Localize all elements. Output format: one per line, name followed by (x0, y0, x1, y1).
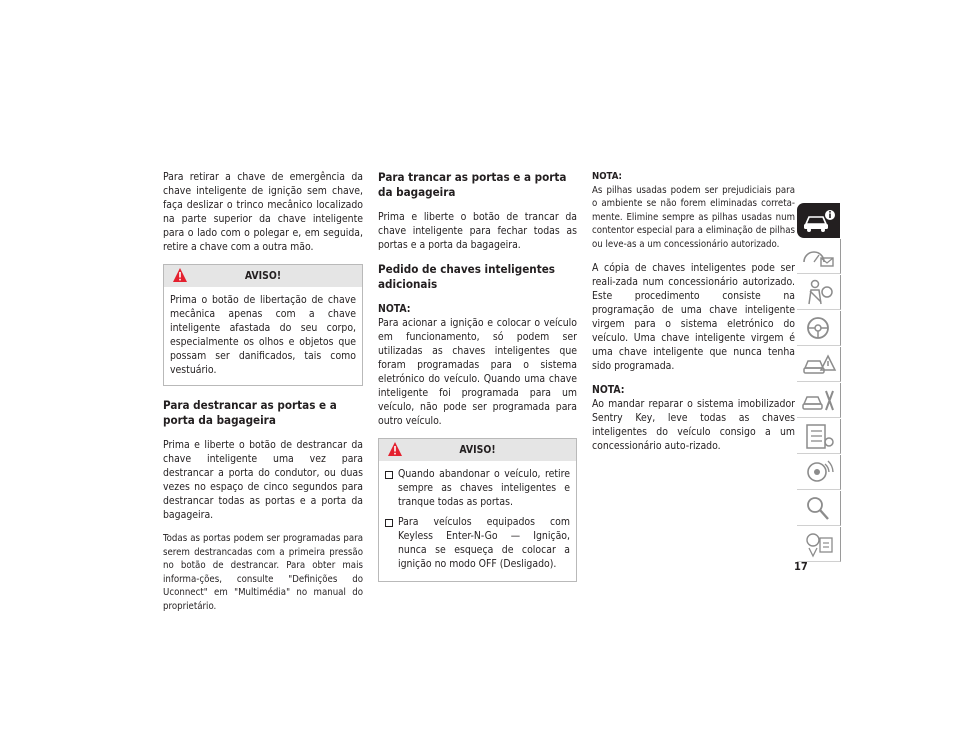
tab-emergency[interactable] (797, 347, 841, 382)
battery-note (592, 170, 795, 251)
note-text: Ao mandar reparar o sistema imobilizador Sentry Key, leve todas as chaves inteligentes do veículo consigo a um concessionário auto-rizado. (592, 398, 795, 452)
tab-safety[interactable] (797, 275, 841, 310)
tab-dashboard[interactable] (797, 239, 841, 274)
warning-header (379, 439, 576, 461)
square-bullet-icon (385, 519, 393, 527)
ignition-note (378, 302, 577, 428)
unlock-paragraph: Prima e liberte o botão de destrancar da chave inteligente uma vez para destrancar a porta do condutor, ou duas vezes no espaço de cinco segundos para destrancar todas as portas e a porta da bagageira. (163, 439, 363, 521)
multimedia-icon (801, 458, 837, 486)
tab-multimedia[interactable] (797, 455, 841, 490)
right-column (592, 170, 795, 463)
emergency-key-paragraph: Para retirar a chave de emergência da chave inteligente de ignição sem chave, faça deslizar o trinco mecânico localizado na parte superior da chave inteligente para o lado com o polegar e, em seguida, retire a chave com a outra mão. (163, 171, 363, 253)
lock-paragraph: Prima e liberte o botão de trancar da chave inteligente para fechar todas as portas e a porta da bagageira. (378, 211, 577, 251)
note-text: Para acionar a ignição e colocar o veículo em funcionamento, só podem ser utilizadas as chaves inteligentes que foram programadas para o sistema eletrónico do veículo. Quando uma chave inteligente foi programada para um veículo, não pode ser programada para outro veículo. (378, 317, 577, 427)
page-number: 17 (794, 560, 808, 573)
note-label: NOTA: (592, 384, 625, 396)
warning-text: Prima o botão de libertação de chave mecânica apenas com a chave inteligente afastada do seu corpo, especialmente os olhos e objetos que possam ser danificados, tais como vestuário. (170, 294, 356, 376)
steering-wheel-icon (801, 314, 837, 342)
warning-triangle-icon (172, 267, 188, 283)
warning-title: AVISO! (459, 444, 496, 456)
tab-servicing[interactable] (797, 383, 841, 418)
warning-title: AVISO! (244, 270, 282, 282)
chapter-tab-nav (797, 203, 842, 563)
warning-header (164, 265, 362, 287)
warning-list (385, 467, 570, 571)
car-warning-icon (801, 350, 837, 378)
note-text: As pilhas usadas podem ser prejudiciais para o ambiente se não forem eliminadas correta-mente. Elimine sempre as pilhas usadas num contentor especial para a eliminação de pilhas ou leve-as a um concessionário autorizado. (592, 184, 795, 250)
tab-getting-to-know-vehicle[interactable] (797, 203, 840, 238)
lock-heading: Para trancar as portas e a porta da bagageira (378, 170, 567, 199)
car-info-icon (801, 206, 837, 234)
dashboard-messages-icon (801, 242, 837, 270)
maintenance-checklist-icon (801, 422, 837, 450)
tab-technical-specifications[interactable] (797, 419, 841, 454)
unlock-note-paragraph: Todas as portas podem ser programadas para serem destrancadas com a primeira pressão no botão de destrancar. Para obter mais informa-ções, consulte "Definições do Uconnect" em "Multimédia" no manual do proprietário. (163, 533, 363, 612)
warning-triangle-icon (387, 441, 403, 457)
warning-box-key-release (163, 264, 363, 386)
extra-keys-heading: Pedido de chaves inteligentes adicionais (378, 262, 556, 291)
tab-starting-operating[interactable] (797, 311, 841, 346)
immobilizer-note (592, 383, 795, 453)
key-copy-paragraph: A cópia de chaves inteligentes pode ser reali-zada num concessionário autorizado. Este procedimento consiste na programação de uma chave inteligente virgem para o sistema eletrónico do veículo. Uma chave inteligente virgem é uma chave inteligente que nunca tenha sido programada. (592, 262, 795, 372)
note-label: NOTA: (378, 303, 411, 315)
square-bullet-icon (385, 471, 393, 479)
tab-languages[interactable] (797, 527, 841, 562)
warning-list-item: Para veículos equipados com Keyless Enter-N-Go — Ignição, nunca se esqueça de colocar a ignição no modo OFF (Desligado). (385, 515, 570, 571)
languages-icon (801, 530, 837, 558)
note-label: NOTA: (592, 171, 623, 182)
seatbelt-airbag-icon (801, 278, 837, 306)
tab-index[interactable] (797, 491, 841, 526)
warning-list-item: Quando abandonar o veículo, retire sempre as chaves inteligentes e tranque todas as portas. (385, 467, 570, 509)
middle-column (378, 170, 577, 594)
left-column (163, 170, 363, 623)
warning-box-leaving-vehicle (378, 438, 577, 582)
unlock-heading: Para destrancar as portas e a porta da bagageira (163, 398, 337, 427)
car-service-tools-icon (801, 386, 837, 414)
magnifier-index-icon (801, 494, 837, 522)
